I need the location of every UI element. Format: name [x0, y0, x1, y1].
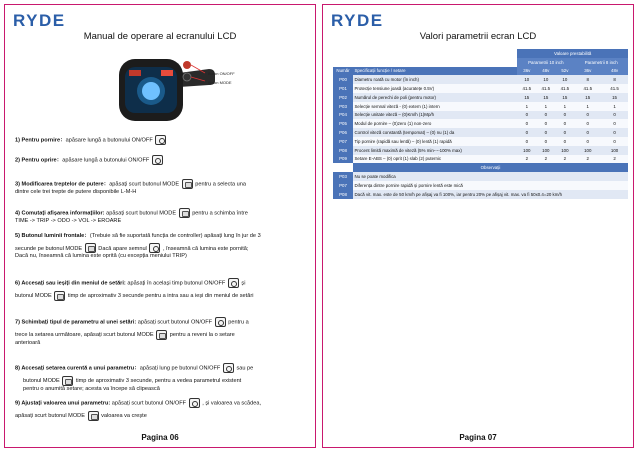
power-button-icon	[215, 317, 226, 327]
param-value: 15	[555, 93, 574, 102]
param-code: P01	[333, 84, 353, 93]
observation-row	[333, 190, 628, 199]
col-voltage-header: 36v	[517, 67, 536, 76]
step-6-tail: și	[241, 280, 246, 287]
param-value: 2	[536, 155, 555, 164]
param-value: 0	[536, 111, 555, 120]
step-9-tail: , și valoarea va scădea,	[202, 400, 262, 407]
lcd-controller-icon	[91, 55, 226, 137]
left-page	[4, 4, 316, 448]
step-7-tail: pentru a	[228, 319, 249, 326]
step-7-text: apăsați scurt butonul ON/OFF	[137, 319, 213, 326]
mode-button-icon	[88, 411, 99, 421]
param-value: 8	[601, 75, 628, 84]
head-8-inch: Parametrii 8 inch	[574, 58, 628, 67]
col-voltage-header: 52v	[555, 67, 574, 76]
step-9	[15, 398, 307, 421]
param-description: Numărul de perechi de poli (pentru motor)	[353, 93, 517, 102]
step-5-line2a: secunde pe butonul MODE	[15, 245, 83, 252]
param-value: 15	[517, 93, 536, 102]
param-value: 0	[601, 128, 628, 137]
step-1	[15, 135, 307, 145]
power-button-icon	[152, 155, 163, 165]
step-8-heading: 8) Accesați setarea curentă a unui parametru：	[15, 365, 140, 372]
table-row	[333, 111, 628, 120]
headlight-icon	[149, 243, 160, 253]
param-value: 0	[555, 111, 574, 120]
param-value: 100	[555, 146, 574, 155]
step-7-line2b: pentru a reveni la o setare	[169, 332, 235, 339]
step-6-line2b: timp de aproximativ 3 secunde pentru a intra sau a ieși din meniul de setări	[67, 293, 254, 300]
step-3-text: apăsați scurt butonul MODE	[109, 181, 180, 188]
mode-button-icon	[62, 376, 73, 386]
step-1-heading: 1) Pentru pornire：	[15, 137, 66, 144]
head-10-inch: Parametrii 10 inch	[517, 58, 574, 67]
step-4-tail: pentru a schimba între	[192, 210, 248, 217]
param-value: 0	[555, 128, 574, 137]
param-value: 0	[555, 119, 574, 128]
onoff-button-label: Buton ON/OFF	[208, 71, 235, 76]
param-value: 15	[536, 93, 555, 102]
step-8-line3: pentru o anumită setare; acesta va începe să clipească	[23, 385, 160, 392]
param-value: 100	[574, 146, 601, 155]
param-value: 0	[517, 111, 536, 120]
param-code: P08	[333, 146, 353, 155]
col-voltage-header: 48v	[601, 67, 628, 76]
param-value: 41.5	[555, 84, 574, 93]
parameter-rows	[333, 75, 628, 163]
obs-code: P07	[333, 181, 353, 190]
step-9-line2a: apăsați scurt butonul MODE	[15, 413, 85, 420]
param-value: 100	[601, 146, 628, 155]
brand-logo-right: RYDE	[331, 11, 384, 30]
step-4-heading: 4) Comutați afișarea informațiilor:	[15, 210, 105, 217]
step-8	[15, 363, 307, 393]
param-value: 41.5	[536, 84, 555, 93]
param-value: 2	[574, 155, 601, 164]
step-6-text: apăsați în același timp butonul ON/OFF	[127, 280, 226, 287]
table-row	[333, 137, 628, 146]
power-button-icon	[155, 135, 166, 145]
table-row	[333, 93, 628, 102]
param-value: 0	[536, 128, 555, 137]
table-row	[333, 102, 628, 111]
step-4-text: apăsați scurt butonul MODE	[106, 210, 177, 217]
step-8-line2a: butonul MODE	[23, 378, 60, 385]
param-value: 1	[536, 102, 555, 111]
power-button-icon	[228, 278, 239, 288]
param-value: 8	[574, 75, 601, 84]
obs-code: P08	[333, 190, 353, 199]
param-value: 100	[517, 146, 536, 155]
step-5-heading: 5) Butonul luminii frontale：	[15, 233, 90, 239]
step-2	[15, 155, 307, 165]
param-value: 0	[601, 137, 628, 146]
table-row	[333, 128, 628, 137]
param-value: 0	[555, 137, 574, 146]
param-value: 0	[574, 128, 601, 137]
table-row	[333, 155, 628, 164]
param-value: 2	[601, 155, 628, 164]
mode-button-icon	[156, 330, 167, 340]
step-7-line2a: trece la setarea următoare, apăsați scurt butonul MODE	[15, 332, 154, 339]
param-description: Tip pornire (rapidă sau lentă) – (0) lentă (1) rapidă	[353, 137, 517, 146]
observation-rows	[333, 172, 628, 198]
right-page-number: Pagina 07	[459, 433, 497, 442]
table-row	[333, 84, 628, 93]
param-description: Procent limită maximă de viteză (5% min----100% max)	[353, 146, 517, 155]
step-7-line3: anterioară	[15, 339, 41, 346]
obs-text: Dacă vit. max. este de 50 km/h pe afișaj va fi 100%, iar pentru 20% pe afișaj vit. max. va fi 50x0.4=20 km/h	[353, 190, 628, 199]
right-page	[322, 4, 634, 448]
param-value: 10	[555, 75, 574, 84]
step-6	[15, 278, 307, 301]
step-3-heading: 3) Modificarea treptelor de putere：	[15, 181, 110, 188]
param-value: 0	[536, 119, 555, 128]
table-corner-2	[333, 58, 517, 67]
param-description: Control viteză constantă (tempomat) – (0) nu (1) da	[353, 128, 517, 137]
col-number-header: Număr	[333, 67, 353, 76]
param-value: 41.5	[601, 84, 628, 93]
obs-text: Diferența dintre pornire rapidă și pornire lentă este mică	[353, 181, 628, 190]
param-value: 0	[517, 128, 536, 137]
step-8-line2b: timp de aproximativ 3 secunde, pentru a vedea parametrul existent	[75, 378, 242, 385]
step-9-text: apăsați scurt butonul ON/OFF	[111, 400, 187, 407]
param-value: 10	[517, 75, 536, 84]
param-value: 2	[555, 155, 574, 164]
param-description: Setare E-ABS – (0) oprit (1) slab (2) puternic	[353, 155, 517, 164]
param-value: 0	[517, 119, 536, 128]
param-value: 0	[574, 137, 601, 146]
obs-code: P03	[333, 172, 353, 181]
col-spec-header: Specificații funcție / setare	[353, 67, 517, 76]
param-description: Protecție tensiune joasă (acuratețe 0.5V)	[353, 84, 517, 93]
step-9-line2b: valoarea va crește	[101, 413, 147, 420]
table-row	[333, 146, 628, 155]
param-description: Selecție unitate viteză – (0)Km/h (1)Mp/h	[353, 111, 517, 120]
step-6-heading: 6) Accesați sau ieșiți din meniul de setări:	[15, 280, 126, 287]
table-row	[333, 75, 628, 84]
mode-button-icon	[179, 208, 190, 218]
param-value: 2	[517, 155, 536, 164]
param-code: P09	[333, 155, 353, 164]
step-2-text: apăsare lungă a butonului ON/OFF	[62, 157, 150, 164]
param-value: 0	[601, 111, 628, 120]
param-description: Diametru roată cu motor (în inch)	[353, 75, 517, 84]
obs-corner	[333, 163, 353, 172]
parameter-table	[333, 49, 628, 199]
param-code: P02	[333, 93, 353, 102]
mode-button-icon	[182, 179, 193, 189]
step-3	[15, 179, 307, 197]
left-page-number: Pagina 06	[141, 433, 179, 442]
power-button-icon	[223, 363, 234, 373]
param-description: Modul de pornire – (0)zero (1) non-zero	[353, 119, 517, 128]
right-page-title: Valori parametrii ecran LCD	[419, 31, 537, 42]
step-7	[15, 317, 307, 347]
param-value: 0	[536, 137, 555, 146]
observation-row	[333, 181, 628, 190]
observations-header: Observații	[353, 163, 628, 172]
param-value: 1	[574, 102, 601, 111]
step-5-line2c: , înseamnă că lumina este pornită;	[162, 245, 249, 252]
obs-text: Nu se poate modifica	[353, 172, 628, 181]
brand-logo-left: RYDE	[13, 11, 66, 30]
param-code: P07	[333, 137, 353, 146]
step-9-heading: 9) Ajustați valoarea unui parametru:	[15, 400, 111, 407]
step-3-line2: dintre cele trei trepte de putere disponibile L-M-H	[15, 189, 137, 196]
step-4	[15, 208, 307, 226]
col-voltage-header: 48v	[536, 67, 555, 76]
step-5	[15, 233, 307, 261]
param-value: 0	[517, 137, 536, 146]
param-value: 41.5	[574, 84, 601, 93]
param-value: 1	[601, 102, 628, 111]
param-code: P05	[333, 119, 353, 128]
step-5-line2b: Dacă apare semnul	[98, 245, 147, 252]
param-description: Selecție semnal viteză - (0) extern (1) intern	[353, 102, 517, 111]
param-code: P03	[333, 102, 353, 111]
step-5-text: (Trebuie să fie suportată funcția de controller) apăsați lung în jur de 3	[89, 233, 261, 239]
step-7-heading: 7) Schimbați tipul de parametru al unei setări:	[15, 319, 137, 326]
observation-row	[333, 172, 628, 181]
param-value: 41.5	[517, 84, 536, 93]
param-value: 0	[574, 111, 601, 120]
param-value: 0	[574, 119, 601, 128]
param-value: 100	[536, 146, 555, 155]
mode-button-label: Buton MODE	[208, 80, 232, 85]
param-code: P04	[333, 111, 353, 120]
head-default-values: Valoare prestabilită	[517, 49, 628, 58]
param-code: P00	[333, 75, 353, 84]
param-value: 1	[555, 102, 574, 111]
step-6-line2a: butonul MODE	[15, 293, 52, 300]
param-code: P06	[333, 128, 353, 137]
param-value: 0	[601, 119, 628, 128]
param-value: 10	[536, 75, 555, 84]
table-corner	[333, 49, 517, 58]
step-8-tail: sau pe	[236, 365, 254, 372]
step-4-line2: TIME -> TRIP -> ODO -> VOL -> EROARE	[15, 218, 122, 225]
param-value: 15	[601, 93, 628, 102]
param-value: 15	[574, 93, 601, 102]
table-row	[333, 119, 628, 128]
controller-illustration	[91, 55, 235, 137]
step-2-heading: 2) Pentru oprire：	[15, 157, 63, 164]
step-8-text: apăsați lung pe butonul ON/OFF	[139, 365, 221, 372]
mode-button-icon	[85, 243, 96, 253]
step-5-line3: Dacă nu, înseamnă că lumina este oprită (cu excepția meniului TRIP)	[15, 253, 187, 260]
param-value: 1	[517, 102, 536, 111]
col-voltage-header: 36v	[574, 67, 601, 76]
step-3-tail: pentru a selecta una	[195, 181, 246, 188]
left-page-title: Manual de operare al ecranului LCD	[83, 31, 237, 42]
mode-button-icon	[54, 291, 65, 301]
step-1-text: apăsare lungă a butonului ON/OFF	[65, 137, 153, 144]
power-button-icon	[189, 398, 200, 408]
